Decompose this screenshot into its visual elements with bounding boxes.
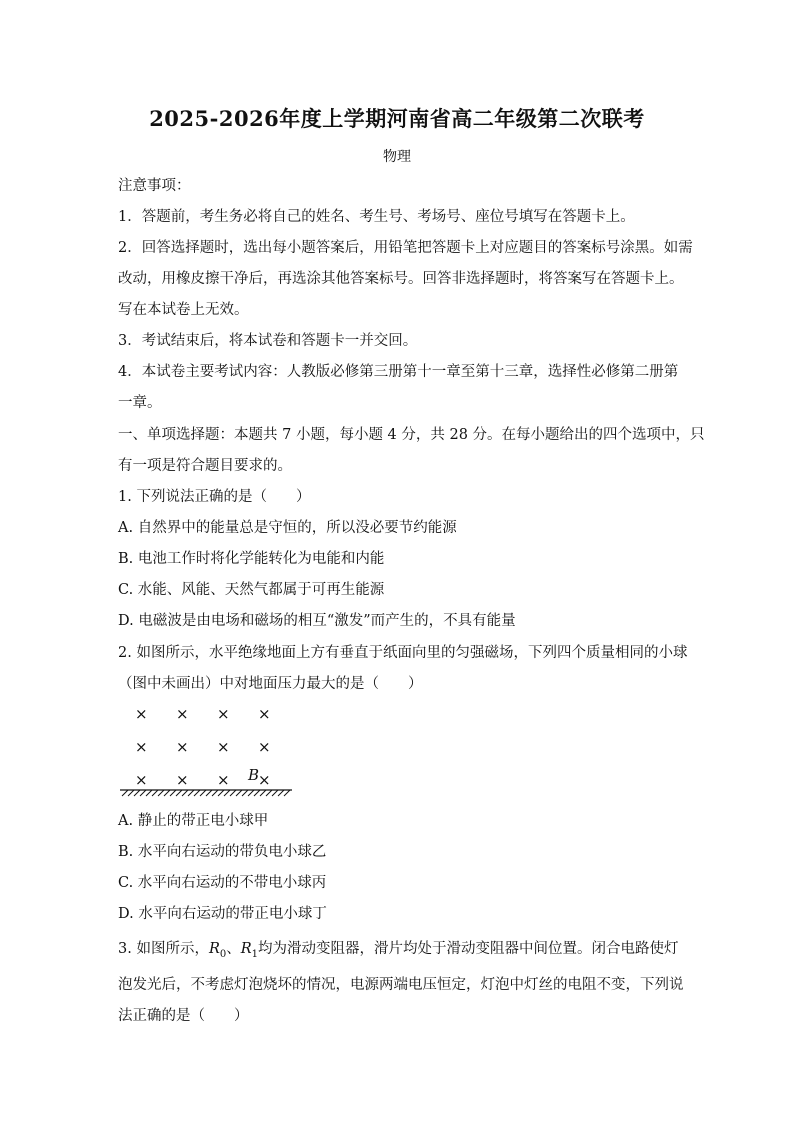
magnetic-field-diagram bbox=[118, 700, 298, 800]
field-cross: × bbox=[176, 705, 189, 723]
resistor-r1-symbol: R bbox=[240, 941, 252, 957]
question-3-stem-prefix: 3. 如图所示， bbox=[118, 941, 209, 957]
question-3-stem-line-2: 泡发光后，不考虑灯泡烧坏的情况，电源两端电压恒定，灯泡中灯丝的电阻不变，下列说 bbox=[118, 977, 684, 993]
notice-item-2-line-3: 写在本试卷上无效。 bbox=[118, 302, 249, 318]
field-cross: × bbox=[176, 738, 189, 756]
page-title: 2025-2026年度上学期河南省高二年级第二次联考 bbox=[149, 106, 645, 131]
question-1-option-b: B. 电池工作时将化学能转化为电能和内能 bbox=[118, 551, 385, 567]
field-cross: × bbox=[135, 771, 148, 789]
question-1-option-a: A. 自然界中的能量总是守恒的，所以没必要节约能源 bbox=[118, 520, 457, 536]
question-2-option-d: D. 水平向右运动的带正电小球丁 bbox=[118, 906, 327, 922]
notice-item-4-line-2: 一章。 bbox=[118, 395, 162, 411]
section-1-line-1: 一、单项选择题：本题共 7 小题，每小题 4 分，共 28 分。在每小题给出的四个选项中，只 bbox=[118, 427, 705, 443]
question-2-stem-line-1: 2. 如图所示，水平绝缘地面上方有垂直于纸面向里的匀强磁场，下列四个质量相同的小球 bbox=[118, 645, 688, 661]
resistor-r0-subscript: 0 bbox=[219, 948, 227, 960]
question-2-stem-line-2: （图中未画出）中对地面压力最大的是（ ） bbox=[118, 676, 423, 692]
question-1-option-c: C. 水能、风能、天然气都属于可再生能源 bbox=[118, 582, 385, 598]
question-2-option-a: A. 静止的带正电小球甲 bbox=[118, 813, 269, 829]
question-1-stem: 1. 下列说法正确的是（ ） bbox=[118, 489, 311, 505]
symbol-separator: 、 bbox=[226, 941, 241, 957]
field-cross: × bbox=[217, 738, 230, 756]
notice-item-2-line-1: 2．回答选择题时，选出每小题答案后，用铅笔把答题卡上对应题目的答案标号涂黑。如需 bbox=[118, 240, 693, 256]
field-cross: × bbox=[135, 738, 148, 756]
notice-item-4-line-1: 4．本试卷主要考试内容：人教版必修第三册第十一章至第十三章，选择性必修第二册第 bbox=[118, 364, 679, 380]
resistor-r1-subscript: 1 bbox=[251, 948, 259, 960]
field-cross: × bbox=[176, 771, 189, 789]
ground-hatching bbox=[122, 790, 290, 796]
resistor-r0-symbol: R bbox=[208, 941, 220, 957]
field-label-b: B bbox=[248, 766, 260, 784]
field-cross: × bbox=[258, 771, 271, 789]
notice-item-2-line-2: 改动，用橡皮擦干净后，再选涂其他答案标号。回答非选择题时，将答案写在答题卡上。 bbox=[118, 271, 684, 287]
question-3-stem-line-1 bbox=[118, 939, 679, 965]
field-cross: × bbox=[135, 705, 148, 723]
field-cross: × bbox=[258, 738, 271, 756]
field-cross: × bbox=[217, 705, 230, 723]
subject-label: 物理 bbox=[383, 149, 411, 165]
notice-item-1: 1．答题前，考生务必将自己的姓名、考生号、考场号、座位号填写在答题卡上。 bbox=[118, 209, 635, 225]
field-cross: × bbox=[217, 771, 230, 789]
section-1-line-2: 有一项是符合题目要求的。 bbox=[118, 458, 292, 474]
question-2-option-c: C. 水平向右运动的不带电小球丙 bbox=[118, 875, 327, 891]
question-1-option-d: D. 电磁波是由电场和磁场的相互“激发”而产生的，不具有能量 bbox=[118, 613, 516, 629]
notice-heading: 注意事项： bbox=[118, 178, 191, 194]
question-3-stem-suffix: 均为滑动变阻器，滑片均处于滑动变阻器中间位置。闭合电路使灯 bbox=[258, 941, 679, 957]
question-2-option-b: B. 水平向右运动的带负电小球乙 bbox=[118, 844, 327, 860]
notice-item-3: 3．考试结束后，将本试卷和答题卡一并交回。 bbox=[118, 333, 418, 349]
field-cross: × bbox=[258, 705, 271, 723]
question-3-stem-line-3: 法正确的是（ ） bbox=[118, 1008, 249, 1024]
